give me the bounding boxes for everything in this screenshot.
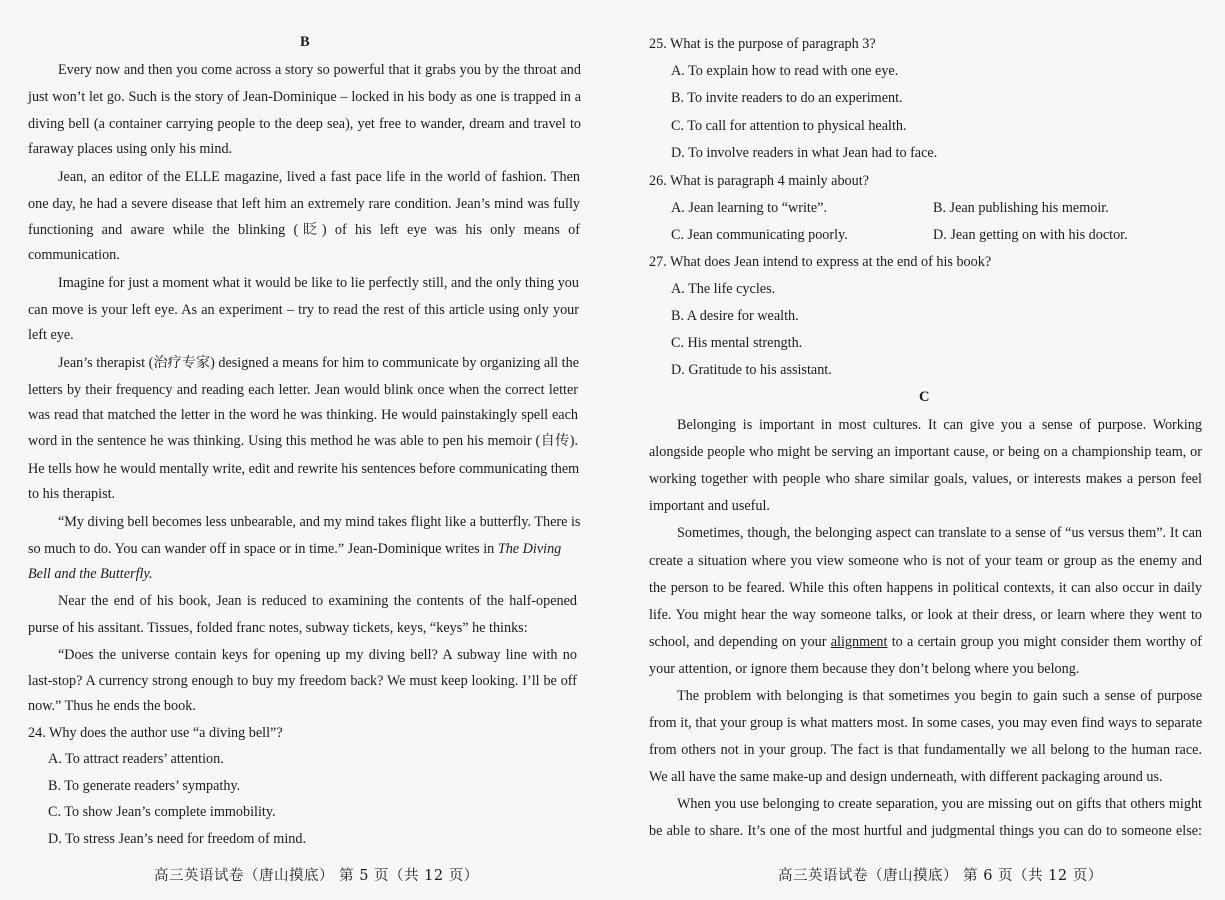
option-b: B. A desire for wealth. — [671, 308, 799, 324]
section-label-c: C — [919, 389, 930, 405]
text-line: Near the end of his book, Jean is reduced to examining the contents of the half-opened — [58, 593, 577, 609]
text-line: can move is your left eye. As an experiment – try to read the rest of this article using only your — [28, 302, 579, 318]
text-line: left eye. — [28, 327, 74, 343]
text-line: purse of his assitant. Tissues, folded franc notes, subway tickets, keys, “keys” he thinks: — [28, 620, 528, 636]
book-title-part-1: The Diving — [497, 541, 562, 557]
option-a: A. The life cycles. — [671, 281, 776, 297]
text-line: create a situation where you view someone who is not of your team or group as the enemy and — [649, 553, 1202, 569]
text-line: one day, he had a severe disease that left him an extremely rare condition. Jean’s mind was fully — [28, 196, 580, 212]
text-line: communication. — [28, 247, 120, 263]
question-stem: 26. What is paragraph 4 mainly about? — [649, 173, 869, 189]
option-c: C. Jean communicating poorly. — [671, 227, 848, 243]
book-title-part-2: Bell and the Butterfly. — [28, 566, 153, 582]
text-line: Sometimes, though, the belonging aspect can translate to a sense of “us versus them”. It can — [677, 525, 1202, 541]
text-line: Every now and then you come across a story so powerful that it grabs you by the throat and — [58, 62, 581, 78]
text-line — [28, 540, 561, 558]
text-line: When you use belonging to create separation, you are missing out on gifts that others might — [677, 796, 1202, 812]
text-line: your attention, or ignore them because they don’t belong where you belong. — [649, 661, 1080, 677]
text-line: word in the sentence he was thinking. Using this method he was able to pen his memoir (自传). — [28, 433, 578, 449]
question-stem: 24. Why does the author use “a diving bell”? — [28, 725, 283, 741]
option-d: D. To stress Jean’s need for freedom of mind. — [48, 831, 306, 847]
option-a: A. Jean learning to “write”. — [671, 200, 828, 216]
text-line: faraway places using only his mind. — [28, 141, 233, 157]
section-label-b: B — [300, 34, 310, 50]
text-run: to a certain group you might consider them worthy of — [887, 634, 1202, 650]
text-line — [649, 633, 1202, 651]
option-c: C. To call for attention to physical health. — [671, 118, 907, 134]
text-line: “My diving bell becomes less unbearable, and my mind takes flight like a butterfly. There is — [58, 514, 581, 530]
option-b: B. Jean publishing his memoir. — [933, 200, 1109, 216]
text-line: Jean, an editor of the ELLE magazine, lived a fast pace life in the world of fashion. Then — [58, 169, 580, 185]
text-line: The problem with belonging is that sometimes you begin to gain such a sense of purpose — [677, 688, 1202, 704]
text-line: alongside people who might be serving an important cause, or being on a championship team, or — [649, 444, 1202, 460]
text-line: He tells how he would mentally write, edit and rewrite his sentences before communicating them — [28, 461, 580, 477]
text-line: to his therapist. — [28, 486, 116, 502]
text-line: Imagine for just a moment what it would be like to lie perfectly still, and the only thing you — [58, 275, 579, 291]
option-d: D. Jean getting on with his doctor. — [933, 227, 1128, 243]
option-d: D. Gratitude to his assistant. — [671, 362, 832, 378]
text-line: diving bell (a container carrying people to the deep sea), yet free to wander, dream and travel to — [28, 116, 581, 132]
option-a: A. To explain how to read with one eye. — [671, 63, 899, 79]
text-line: We all have the same make-up and design underneath, with different packaging around us. — [649, 769, 1163, 785]
option-c: C. His mental strength. — [671, 335, 803, 351]
left-page — [0, 0, 610, 900]
option-b: B. To invite readers to do an experiment. — [671, 90, 903, 106]
text-line: last-stop? A currency strong enough to buy my freedom back? We must keep looking. I’ll be off — [28, 673, 577, 689]
text-line: functioning and aware while the blinking (眨) of his left eye was his only means of — [28, 222, 580, 238]
option-a: A. To attract readers’ attention. — [48, 751, 224, 767]
text-run: school, and depending on your — [649, 634, 831, 650]
text-run: so much to do. You can wander off in space or in time.” Jean-Dominique writes in — [28, 541, 498, 557]
text-line: just won’t let go. Such is the story of Jean-Dominique – locked in his body as one is trapped in a — [28, 89, 581, 105]
option-d: D. To involve readers in what Jean had to face. — [671, 145, 938, 161]
text-line: “Does the universe contain keys for opening up my diving bell? A subway line with no — [58, 647, 577, 663]
underlined-word-alignment: alignment — [830, 634, 888, 650]
right-page — [612, 0, 1225, 900]
page-footer: 高三英语试卷（唐山摸底） 第 6 页（共 12 页） — [778, 868, 1103, 884]
text-line: Belonging is important in most cultures. It can give you a sense of purpose. Working — [677, 417, 1202, 433]
text-line: from others not in your group. The fact is that fundamentally we all belong to the human race. — [649, 742, 1202, 758]
page-footer: 高三英语试卷（唐山摸底） 第 5 页（共 12 页） — [154, 868, 479, 884]
question-stem: 27. What does Jean intend to express at the end of his book? — [649, 254, 992, 270]
text-line: the person to be feared. While this often happens in political contexts, it can also occur in daily — [649, 580, 1202, 596]
text-line — [28, 565, 153, 583]
text-line: now.” Thus he ends the book. — [28, 698, 196, 714]
question-stem: 25. What is the purpose of paragraph 3? — [649, 36, 876, 52]
text-line: important and useful. — [649, 498, 770, 514]
option-b: B. To generate readers’ sympathy. — [48, 778, 241, 794]
text-line: letters by their frequency and reading each letter. Jean would blink once when the correct letter — [28, 382, 578, 398]
text-line: was read that matched the letter in the word he was thinking. He would painstakingly spell each — [28, 407, 578, 423]
text-line: life. You might hear the way someone talks, or look at their dress, or learn where they went to — [649, 607, 1202, 623]
text-line: from it, that your group is what matters most. In some cases, you may even find ways to separate — [649, 715, 1202, 731]
text-line: working together with people who share similar goals, values, or interests makes a person feel — [649, 471, 1202, 487]
text-line: be able to share. It’s one of the most hurtful and judgmental things you can do to someone else: — [649, 823, 1202, 839]
text-line: Jean’s therapist (治疗专家) designed a means for him to communicate by organizing all the — [58, 355, 579, 371]
option-c: C. To show Jean’s complete immobility. — [48, 804, 276, 820]
